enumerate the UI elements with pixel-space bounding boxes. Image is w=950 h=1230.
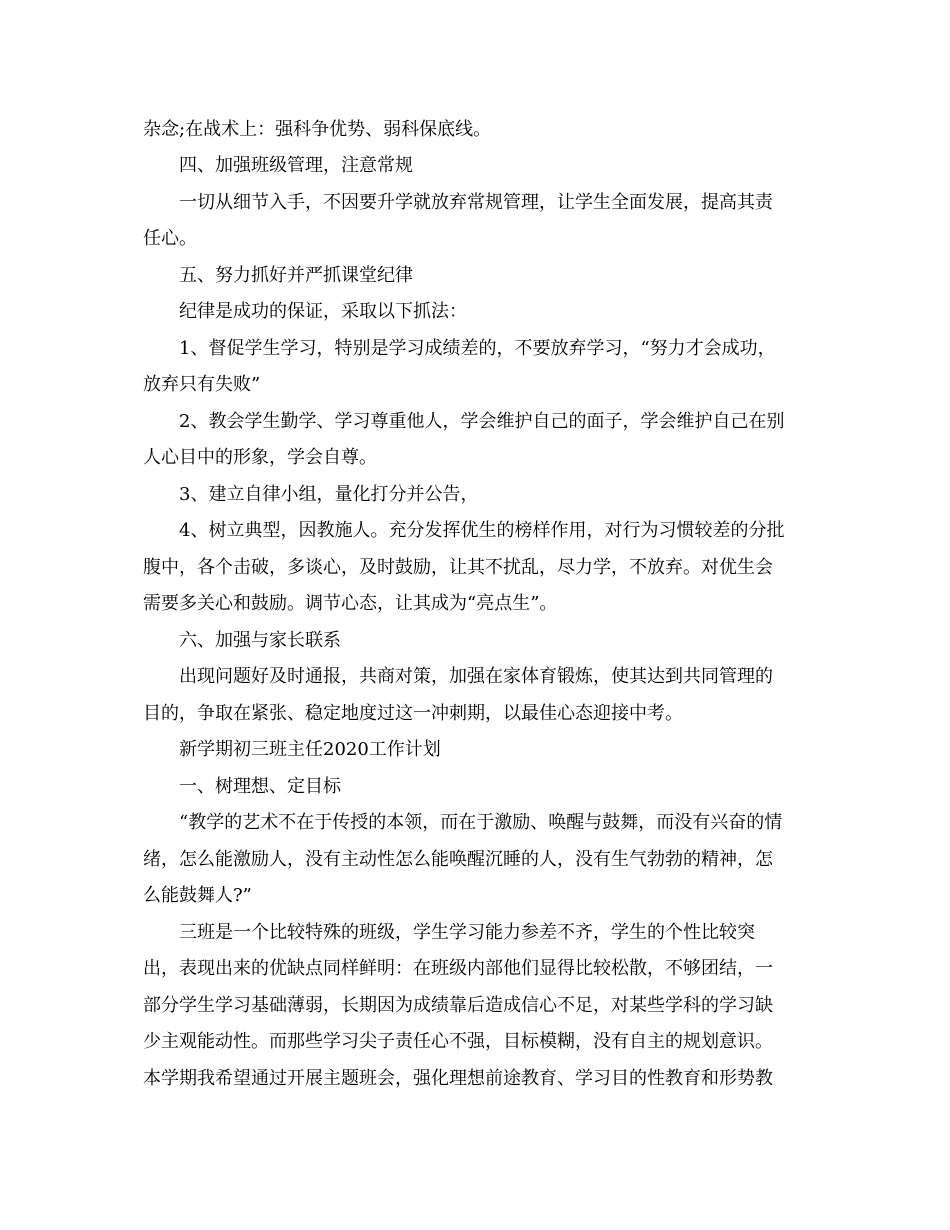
document-title: 新学期初三班主任2020工作计划 bbox=[179, 739, 441, 760]
section-heading: 一、树理想、定目标 bbox=[179, 776, 341, 797]
text-line: 杂念;在战术上：强科争优势、弱科保底线。 bbox=[143, 119, 492, 140]
text-line: 放弃只有失败” bbox=[143, 374, 261, 395]
text-line: 4、树立典型，因教施人。充分发挥优生的榜样作用，对行为习惯较差的分批 bbox=[179, 520, 785, 541]
text-line: 任心。 bbox=[143, 228, 197, 249]
text-line: 一切从细节入手，不因要升学就放弃常规管理，让学生全面发展，提高其责 bbox=[179, 192, 773, 213]
text-line: 人心目中的形象，学会自尊。 bbox=[143, 447, 377, 468]
text-line: 三班是一个比较特殊的班级，学生学习能力参差不齐，学生的个性比较突 bbox=[179, 922, 755, 943]
text-line: 出，表现出来的优缺点同样鲜明：在班级内部他们显得比较松散，不够团结，一 bbox=[143, 958, 773, 979]
text-line: 少主观能动性。而那些学习尖子责任心不强，目标模糊，没有自主的规划意识。 bbox=[143, 1031, 773, 1052]
text-line: 1、督促学生学习，特别是学习成绩差的，不要放弃学习，“努力才会成功， bbox=[179, 338, 776, 359]
section-heading: 六、加强与家长联系 bbox=[179, 630, 341, 651]
text-line: 出现问题好及时通报，共商对策，加强在家体育锻炼，使其达到共同管理的 bbox=[179, 666, 773, 687]
text-line: 部分学生学习基础薄弱，长期因为成绩靠后造成信心不足，对某些学科的学习缺 bbox=[143, 995, 773, 1016]
text-line: 需要多关心和鼓励。调节心态，让其成为“亮点生”。 bbox=[143, 593, 558, 614]
text-line: 本学期我希望通过开展主题班会，强化理想前途教育、学习目的性教育和形势教 bbox=[143, 1068, 773, 1089]
text-line: 腹中，各个击破，多谈心，及时鼓励，让其不扰乱，尽力学，不放弃。对优生会 bbox=[143, 557, 773, 578]
text-line: 目的，争取在紧张、稳定地度过这一冲刺期，以最佳心态迎接中考。 bbox=[143, 703, 683, 724]
text-line: 2、教会学生勤学、学习尊重他人，学会维护自己的面子，学会维护自己在别 bbox=[179, 411, 785, 432]
section-heading: 五、努力抓好并严抓课堂纪律 bbox=[179, 265, 413, 286]
quote-line: “教学的艺术不在于传授的本领，而在于激励、唤醒与鼓舞，而没有兴奋的情 bbox=[179, 812, 783, 833]
quote-line: 么能鼓舞人?” bbox=[143, 885, 252, 906]
text-line: 纪律是成功的保证，采取以下抓法： bbox=[179, 301, 467, 322]
quote-line: 绪，怎么能激励人，没有主动性怎么能唤醒沉睡的人，没有生气勃勃的精神，怎 bbox=[143, 849, 773, 870]
text-line: 3、建立自律小组，量化打分并公告， bbox=[179, 484, 479, 505]
section-heading: 四、加强班级管理，注意常规 bbox=[179, 155, 413, 176]
